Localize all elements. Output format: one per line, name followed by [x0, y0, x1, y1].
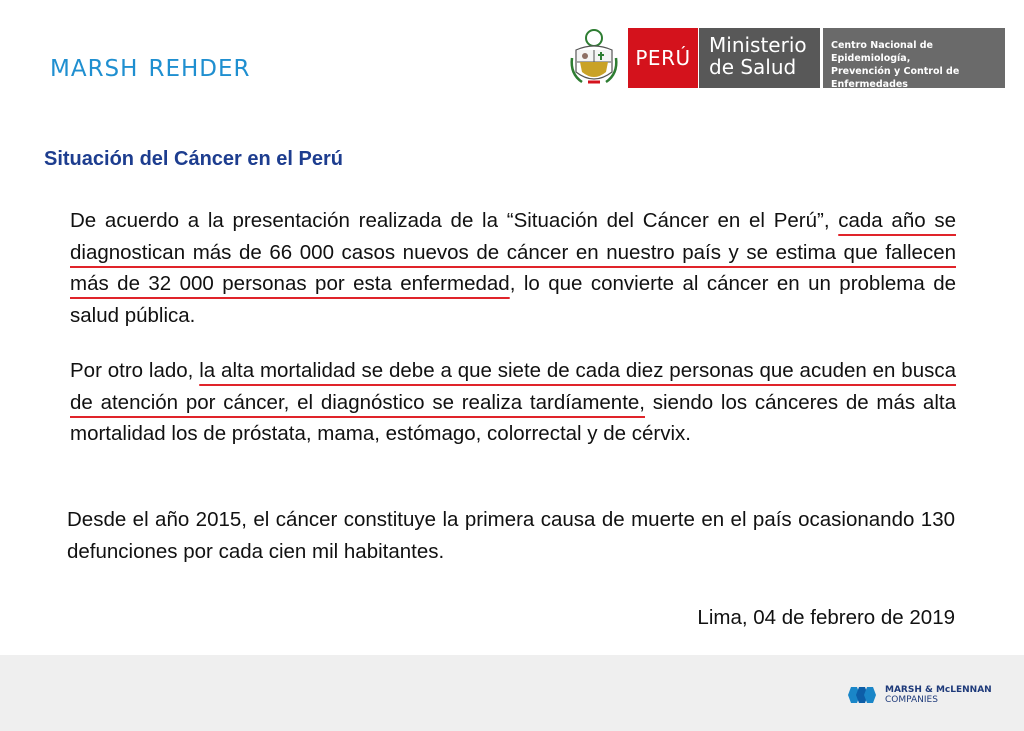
paragraph-1-end: , lo que convierte al cáncer en un problema de salud pública. — [70, 272, 956, 327]
paragraph-2-end: siendo los cánceres de más alta mortalidad los de próstata, mama, estómago, colorrectal y de cérvix. — [70, 390, 956, 445]
brand-logo — [50, 56, 251, 82]
paragraph-3: Desde el año 2015, el cáncer constituye la primera causa de muerte en el país ocasionando 130 defunciones por cada cien mil habitantes. — [67, 508, 955, 563]
document-date: Lima, 04 de febrero de 2019 — [697, 606, 955, 629]
ministry-line-1: Ministerio — [709, 33, 807, 57]
paragraph-2-highlight: la alta mortalidad se debe a que siete de cada diez personas que acuden en busca de atención por cáncer, el diagnóstico se realiza tardíamente, — [70, 359, 957, 414]
peru-label-box — [628, 28, 698, 88]
paragraph-2-intro: Por otro lado, — [70, 359, 200, 382]
ministry-line-2: de Salud — [709, 55, 797, 79]
cdc-line-2: Prevención y Control de — [831, 66, 960, 77]
footer-bar — [0, 655, 1024, 731]
paragraph-1-highlight: cada año se diagnostican más de 66 000 casos nuevos de cáncer en nuestro país y se estima que fallecen más de 32 000 personas por esta enfermedad — [70, 209, 956, 295]
mmc-logo — [845, 685, 992, 705]
paragraph-1 — [70, 205, 956, 331]
mmc-hexagons-icon — [845, 685, 879, 705]
mmc-wordmark — [885, 685, 992, 705]
cdc-line-3: Enfermedades — [831, 79, 908, 90]
peru-label: PERÚ — [635, 46, 691, 70]
mmc-line-2: COMPANIES — [885, 695, 938, 705]
brand-name-part1: MARSH — [50, 56, 139, 82]
ministry-logo-group — [568, 28, 1005, 88]
paragraph-2 — [70, 355, 956, 450]
peru-coat-of-arms-icon — [568, 28, 620, 88]
cdc-label-box — [823, 28, 1005, 88]
paragraph-1-intro: De acuerdo a la presentación realizada de la “Situación del Cáncer en el Perú”, — [70, 209, 839, 232]
ministry-label-box — [698, 28, 820, 88]
page-title: Situación del Cáncer en el Perú — [44, 148, 343, 170]
brand-name-part2: REHDER — [148, 56, 251, 82]
mmc-line-1: MARSH & McLENNAN — [885, 685, 992, 695]
cdc-line-1: Centro Nacional de Epidemiología, — [831, 40, 933, 64]
